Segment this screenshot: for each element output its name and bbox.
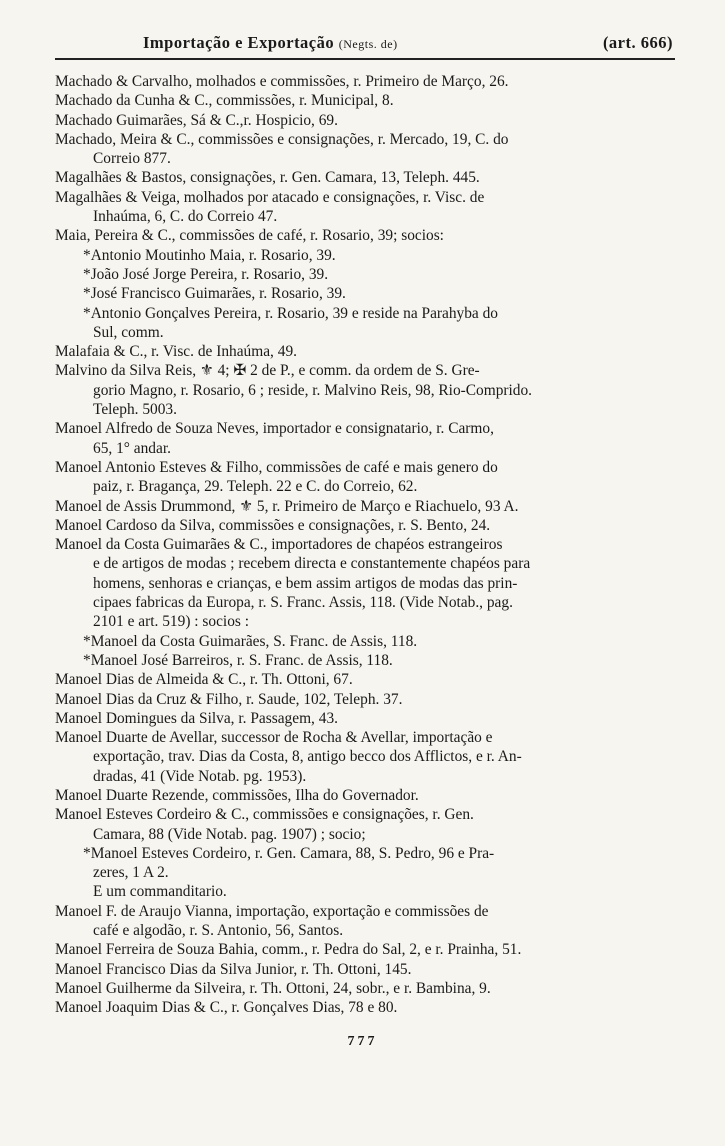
entry-line: Manoel Guilherme da Silveira, r. Th. Ottoni, 24, sobr., e r. Bambina, 9. — [55, 979, 491, 997]
entry-line: gorio Magno, r. Rosario, 6 ; reside, r. Malvino Reis, 98, Rio-Comprido. — [93, 381, 533, 399]
entry-line: Machado, Meira & C., commissões e consignações, r. Mercado, 19, C. do — [55, 130, 509, 148]
entry-line: Manoel Dias de Almeida & C., r. Th. Ottoni, 67. — [55, 671, 353, 689]
running-header — [55, 33, 673, 55]
entry-line: Manoel Antonio Esteves & Filho, commissões de café e mais genero do — [55, 458, 498, 476]
entry-line: Manoel de Assis Drummond, ⚜ 5, r. Primeiro de Março e Riachuelo, 93 A. — [55, 497, 519, 515]
entry-line: e de artigos de modas ; recebem directa e constantemente chapéos para — [93, 555, 531, 573]
entry-line: Camara, 88 (Vide Notab. pag. 1907) ; socio; — [93, 825, 366, 843]
page-number: 777 — [347, 1034, 378, 1049]
header-article: (art. 666) — [602, 33, 673, 52]
entry-line: Manoel Cardoso da Silva, commissões e consignações, r. S. Bento, 24. — [55, 516, 491, 534]
entry-line: Maia, Pereira & C., commissões de café, r. Rosario, 39; socios: — [55, 227, 444, 245]
entry-line: *Manoel José Barreiros, r. S. Franc. de Assis, 118. — [83, 651, 393, 669]
entry-line: Manoel Dias da Cruz & Filho, r. Saude, 102, Teleph. 37. — [55, 690, 403, 708]
entry-line: E um commanditario. — [93, 883, 227, 901]
entry-line: 2101 e art. 519) : socios : — [93, 613, 250, 631]
entry-line: café e algodão, r. S. Antonio, 56, Santos. — [93, 922, 344, 940]
entry-line: Manoel Joaquim Dias & C., r. Gonçalves Dias, 78 e 80. — [55, 999, 398, 1017]
entry-line: Manoel Francisco Dias da Silva Junior, r. Th. Ottoni, 145. — [55, 960, 412, 978]
entry-line: Correio 877. — [93, 150, 171, 168]
entry-line: 65, 1° andar. — [93, 439, 171, 457]
entry-line: Teleph. 5003. — [93, 401, 177, 419]
entry-line: Manoel Duarte de Avellar, successor de Rocha & Avellar, importação e — [55, 729, 493, 747]
entry-line: Malvino da Silva Reis, ⚜ 4; ✠ 2 de P., e comm. da ordem de S. Gre- — [55, 362, 480, 380]
entry-line: Machado da Cunha & C., commissões, r. Municipal, 8. — [55, 92, 394, 110]
entry-line: cipaes fabricas da Europa, r. S. Franc. Assis, 118. (Vide Notab., pag. — [93, 594, 513, 612]
entry-line: zeres, 1 A 2. — [93, 864, 169, 882]
header-subtitle: (Negts. de) — [338, 37, 398, 51]
entry-line: Manoel Ferreira de Souza Bahia, comm., r. Pedra do Sal, 2, e r. Prainha, 51. — [55, 941, 522, 959]
header-rule — [55, 58, 675, 60]
entry-line: Machado & Carvalho, molhados e commissões, r. Primeiro de Março, 26. — [55, 73, 509, 90]
entry-line: Malafaia & C., r. Visc. de Inhaúma, 49. — [55, 343, 297, 361]
entry-line: *Antonio Moutinho Maia, r. Rosario, 39. — [83, 246, 336, 264]
entry-list — [55, 72, 685, 1018]
entry-line: Manoel F. de Araujo Vianna, importação, exportação e commissões de — [55, 902, 489, 920]
entry-line: homens, senhoras e crianças, e bem assim artigos de modas das prin- — [93, 574, 518, 592]
entry-line: Manoel da Costa Guimarães & C., importadores de chapéos estrangeiros — [55, 536, 503, 554]
entry-line: Magalhães & Veiga, molhados por atacado e consignações, r. Visc. de — [55, 188, 485, 206]
entry-line: paiz, r. Bragança, 29. Teleph. 22 e C. do Correio, 62. — [93, 478, 418, 496]
entry-line: Manoel Domingues da Silva, r. Passagem, 43. — [55, 709, 338, 727]
entry-line: *Antonio Gonçalves Pereira, r. Rosario, 39 e reside na Parahyba do — [83, 304, 499, 322]
entry-line: Magalhães & Bastos, consignações, r. Gen. Camara, 13, Teleph. 445. — [55, 169, 480, 187]
entry-line: Sul, comm. — [93, 323, 164, 341]
entry-line: dradas, 41 (Vide Notab. pg. 1953). — [93, 767, 307, 785]
entry-line: *José Francisco Guimarães, r. Rosario, 39. — [83, 285, 346, 303]
header-title: Importação e Exportação (Negts. de) — [143, 33, 398, 52]
entry-line: Manoel Esteves Cordeiro & C., commissões e consignações, r. Gen. — [55, 806, 474, 824]
entry-line: *João José Jorge Pereira, r. Rosario, 39. — [83, 265, 329, 283]
entry-line: Inhaúma, 6, C. do Correio 47. — [93, 208, 278, 226]
entry-line: Machado Guimarães, Sá & C.,r. Hospicio, 69. — [55, 111, 338, 129]
entry-line: *Manoel Esteves Cordeiro, r. Gen. Camara, 88, S. Pedro, 96 e Pra- — [83, 844, 495, 862]
entry-line: Manoel Alfredo de Souza Neves, importador e consignatario, r. Carmo, — [55, 420, 494, 438]
entry-line: *Manoel da Costa Guimarães, S. Franc. de Assis, 118. — [83, 632, 418, 650]
entry-line: Manoel Duarte Rezende, commissões, Ilha do Governador. — [55, 786, 419, 804]
entry-line: exportação, trav. Dias da Costa, 8, antigo becco dos Afflictos, e r. An- — [93, 748, 522, 766]
